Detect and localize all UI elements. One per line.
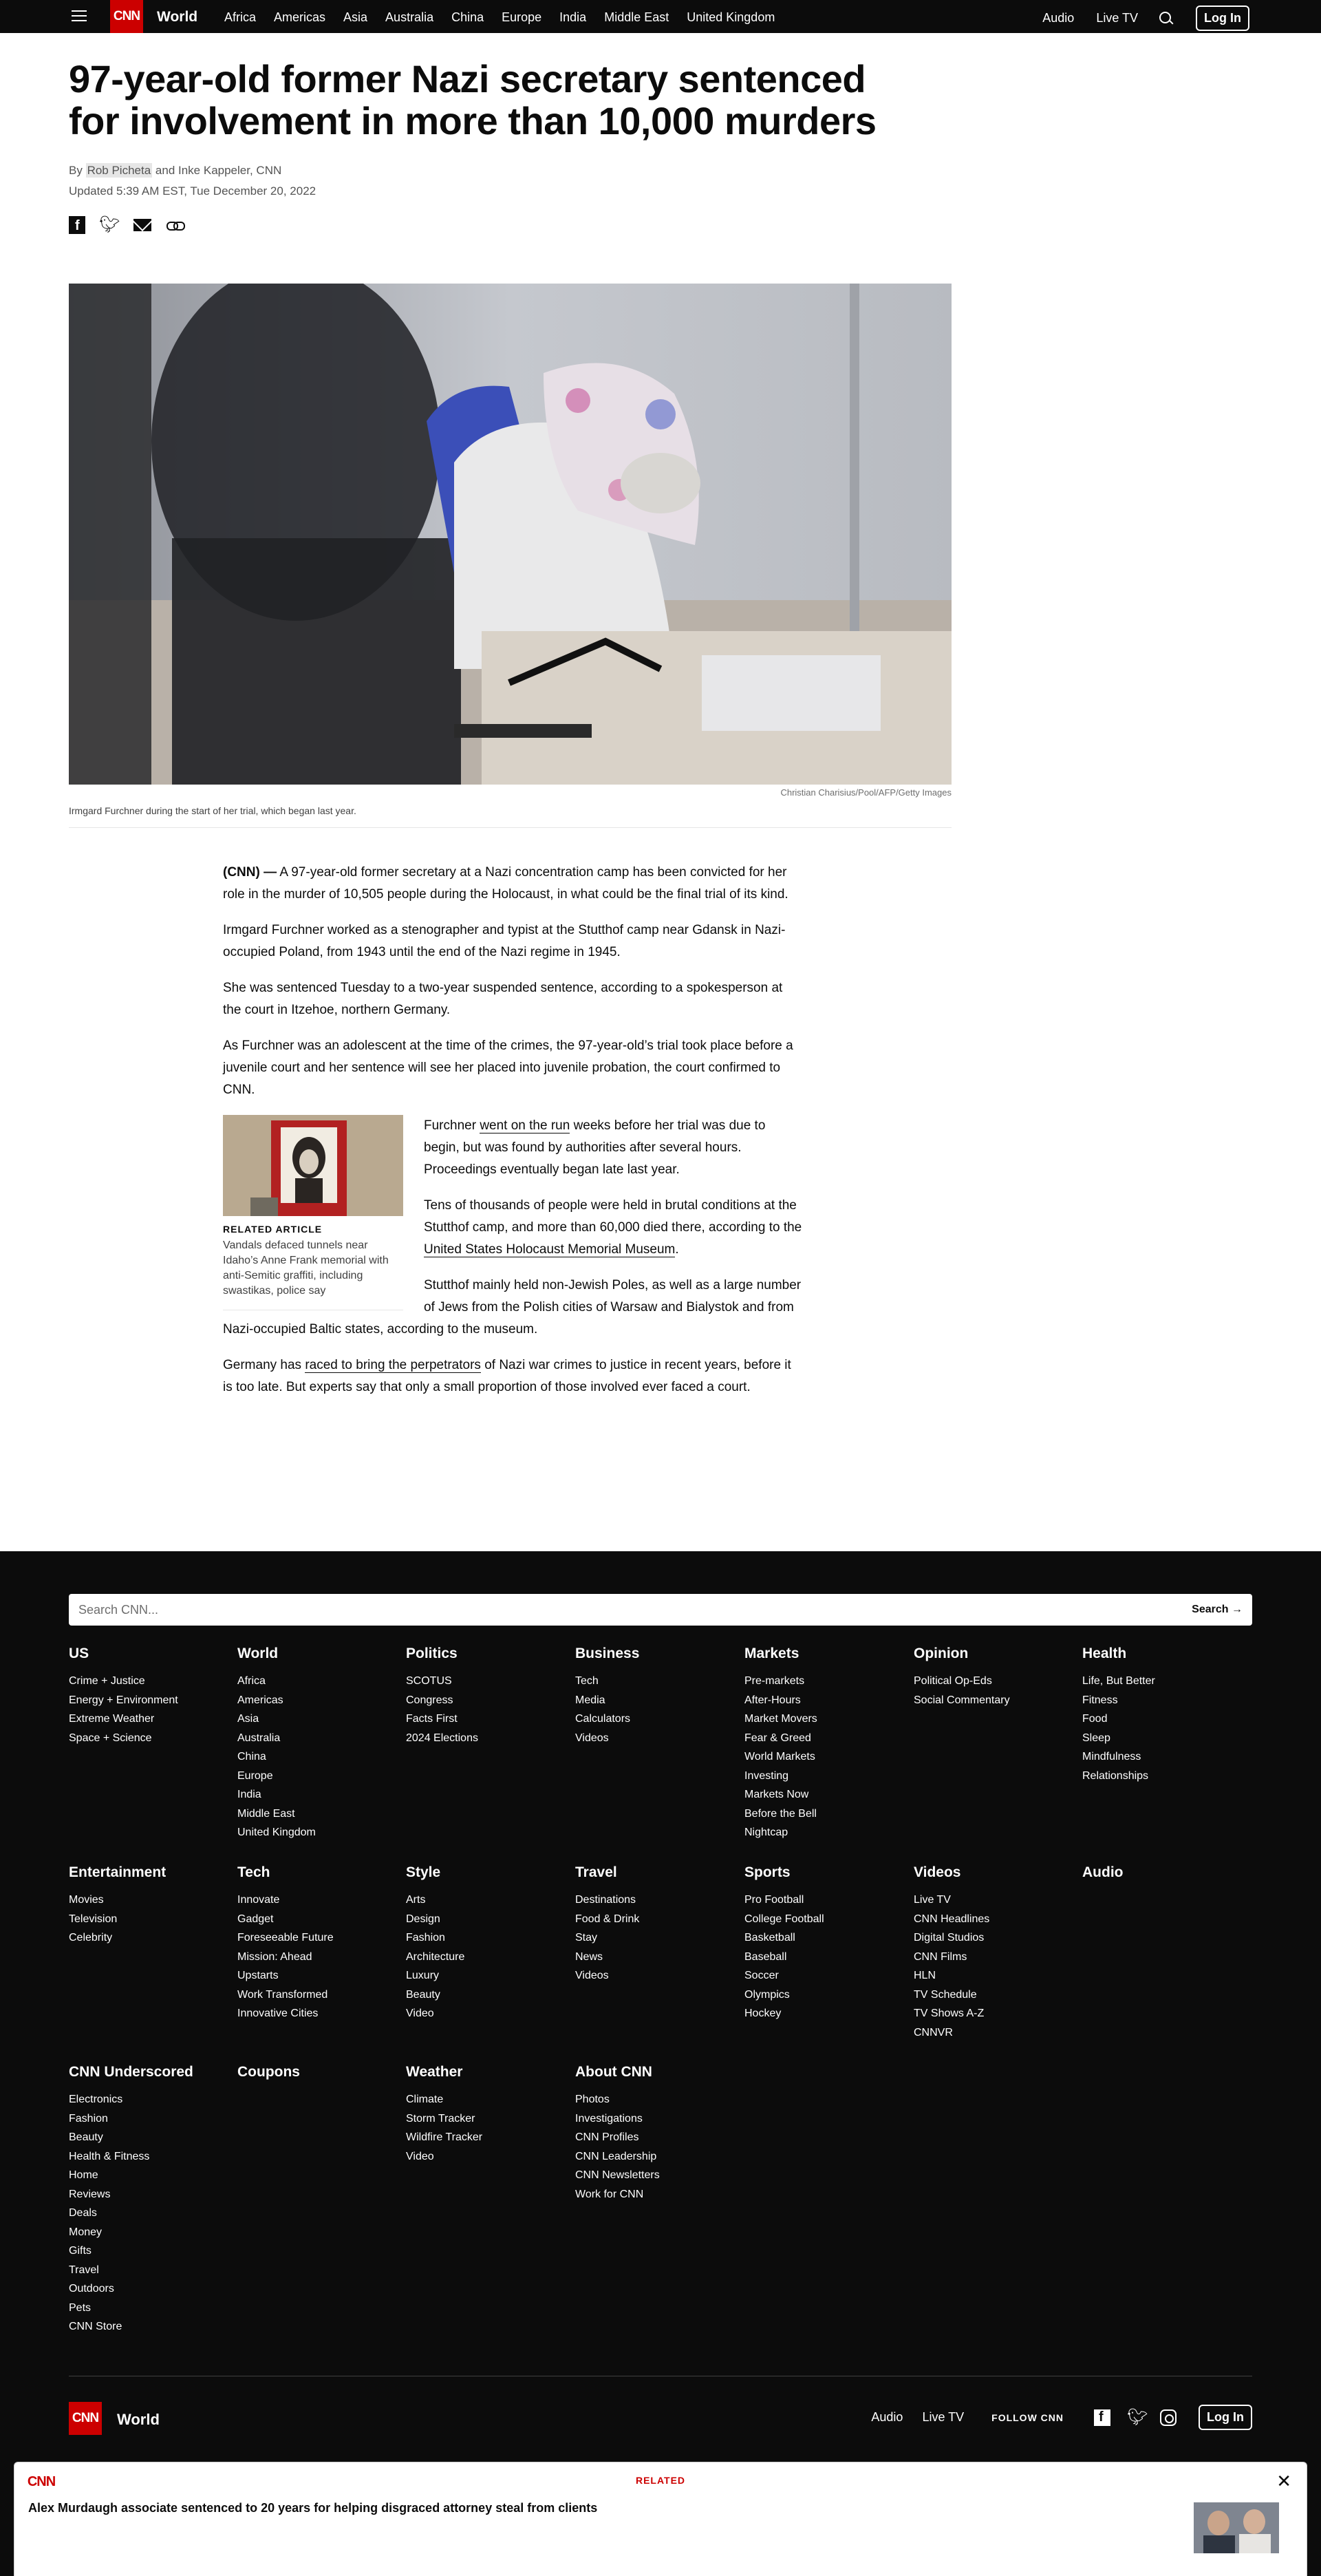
footer-column-title[interactable]: Business xyxy=(575,1646,640,1661)
footer-link[interactable]: Markets Now xyxy=(744,1789,809,1800)
facebook-icon[interactable] xyxy=(1094,2409,1110,2426)
instagram-icon[interactable] xyxy=(1160,2409,1177,2426)
top-nav xyxy=(0,0,1321,33)
section-title[interactable]: World xyxy=(157,9,198,25)
footer-link[interactable]: Sleep xyxy=(1082,1732,1110,1744)
footer-link[interactable]: Basketball xyxy=(744,1932,795,1944)
footer-link[interactable]: TV Shows A-Z xyxy=(914,2008,985,2019)
footer-link[interactable]: Calculators xyxy=(575,1713,631,1725)
dateline: (CNN) — xyxy=(223,865,277,880)
image-caption: Irmgard Furchner during the start of her trial, which began last year. xyxy=(69,805,356,816)
footer-link[interactable]: Innovate xyxy=(237,1894,280,1906)
article-body xyxy=(223,862,804,1412)
footer-link[interactable]: Nightcap xyxy=(744,1827,788,1838)
footer-link[interactable]: Crime + Justice xyxy=(69,1675,145,1687)
footer-column-title[interactable]: Coupons xyxy=(237,2064,300,2080)
footer-column-title[interactable]: CNN Underscored xyxy=(69,2064,193,2080)
nav-link-china[interactable]: China xyxy=(451,10,484,24)
footer-column-title[interactable]: About CNN xyxy=(575,2064,652,2080)
footer-column-title[interactable]: Travel xyxy=(575,1864,617,1880)
footer-column-title[interactable]: Style xyxy=(406,1864,441,1880)
related-bar-logo: CNN xyxy=(27,2473,56,2489)
nav-right xyxy=(1020,6,1249,31)
footer-link[interactable]: Videos xyxy=(575,1970,609,1981)
cnn-logo[interactable]: CNN xyxy=(110,0,143,33)
headline: 97-year-old former Nazi secretary sentenced for involvement in more than 10,000 murders xyxy=(69,57,877,142)
related-bar-label: RELATED xyxy=(635,2475,686,2486)
footer-link[interactable]: CNN Newsletters xyxy=(575,2169,660,2181)
footer-link[interactable]: Photos xyxy=(575,2094,610,2105)
footer-link[interactable]: Stay xyxy=(575,1932,598,1944)
close-icon[interactable]: ✕ xyxy=(1276,2471,1291,2491)
footer-link[interactable]: Electronics xyxy=(69,2094,123,2105)
image-credit: Christian Charisius/Pool/AFP/Getty Images xyxy=(780,787,952,798)
footer-link[interactable]: Work for CNN xyxy=(575,2188,644,2200)
footer-link[interactable]: Energy + Environment xyxy=(69,1694,178,1706)
footer-link[interactable]: Food & Drink xyxy=(575,1913,640,1925)
footer-link[interactable]: Pro Football xyxy=(744,1894,804,1906)
footer-link[interactable]: Health & Fitness xyxy=(69,2150,150,2162)
paragraph-1-text: A 97-year-old former secretary at a Nazi concentration camp has been convicted for her role in the murder of 10,505 people during the Holocaust, in what could be the final trial of its kind. xyxy=(223,865,788,902)
related-thumbnail[interactable] xyxy=(223,1115,403,1216)
footer-column xyxy=(237,1646,396,1842)
footer-cnn-logo[interactable]: CNN xyxy=(69,2402,102,2435)
footer-column xyxy=(406,1864,564,2023)
footer-link[interactable]: Hockey xyxy=(744,2008,782,2019)
footer-column xyxy=(237,1864,396,2023)
search-button[interactable] xyxy=(1192,1604,1243,1616)
footer-column xyxy=(237,2064,396,2090)
footer-column-title[interactable]: Politics xyxy=(406,1646,458,1661)
search-icon[interactable] xyxy=(1159,11,1174,26)
byline-rest: and Inke Kappeler, CNN xyxy=(152,164,282,177)
live-tv-link[interactable]: Live TV xyxy=(1096,11,1139,25)
footer-link[interactable]: CNN Profiles xyxy=(575,2131,639,2143)
related-bar[interactable] xyxy=(14,2462,1307,2576)
footer-column xyxy=(69,1864,227,1948)
email-icon[interactable] xyxy=(133,219,151,231)
nav-link-africa[interactable]: Africa xyxy=(224,10,257,24)
hero-image xyxy=(69,284,952,785)
follow-label: FOLLOW CNN xyxy=(991,2412,1064,2423)
footer-column xyxy=(744,1646,903,1842)
footer-bottom-right xyxy=(852,2405,1252,2430)
footer-column-title[interactable]: Markets xyxy=(744,1646,799,1661)
footer-column-title[interactable]: Audio xyxy=(1082,1864,1124,1880)
footer-link[interactable]: Fitness xyxy=(1082,1694,1118,1706)
footer-link[interactable]: Investigations xyxy=(575,2112,643,2125)
footer-link[interactable]: Mission: Ahead xyxy=(237,1950,312,1963)
footer-link[interactable]: Mindfulness xyxy=(1082,1751,1141,1763)
footer-column-title[interactable]: Tech xyxy=(237,1864,270,1880)
paragraph-3: She was sentenced Tuesday to a two-year suspended sentence, according to a spokesperson at the court in Itzehoe, northern Germany. xyxy=(223,981,783,1017)
related-bar-title[interactable]: Alex Murdaugh associate sentenced to 20 years for helping disgraced attorney steal from clients xyxy=(28,2501,598,2515)
footer-column xyxy=(575,1646,733,1747)
footer-link[interactable]: Arts xyxy=(406,1894,426,1906)
author-link[interactable]: Rob Picheta xyxy=(87,164,151,177)
footer-link[interactable]: Live TV xyxy=(914,1894,951,1906)
footer-column xyxy=(1082,1864,1241,1891)
footer-column-title[interactable]: Health xyxy=(1082,1646,1127,1661)
footer-link[interactable]: Foreseeable Future xyxy=(237,1932,334,1944)
footer-section-title[interactable]: World xyxy=(117,2411,160,2428)
footer-column-title[interactable]: Weather xyxy=(406,2064,463,2080)
footer-column xyxy=(406,1646,564,1747)
footer-column-title[interactable]: Entertainment xyxy=(69,1864,167,1880)
related-article[interactable] xyxy=(223,1115,403,1310)
footer-link[interactable]: Relationships xyxy=(1082,1769,1149,1782)
caption-divider xyxy=(69,827,952,828)
footer-link[interactable]: Americas xyxy=(237,1694,283,1706)
footer-link[interactable]: Olympics xyxy=(744,1988,790,2001)
footer-link[interactable]: Middle East xyxy=(237,1807,295,1820)
footer-link[interactable]: Fear & Greed xyxy=(744,1732,811,1744)
footer-link[interactable]: News xyxy=(575,1950,603,1963)
footer-link[interactable]: Digital Studios xyxy=(914,1932,985,1944)
footer-column xyxy=(914,1646,1072,1710)
twitter-icon[interactable]: 🐦︎ xyxy=(99,215,120,234)
footer-column-title[interactable]: Sports xyxy=(744,1864,791,1880)
footer-link[interactable]: Design xyxy=(406,1913,440,1925)
footer-link[interactable]: Beauty xyxy=(406,1988,440,2001)
footer-link[interactable]: CNN Headlines xyxy=(914,1913,990,1925)
footer-column xyxy=(406,2064,564,2166)
footer-link[interactable]: World Markets xyxy=(744,1751,815,1763)
footer-column xyxy=(69,2064,227,2337)
footer-link[interactable]: CNN Store xyxy=(69,2321,122,2332)
footer-link[interactable]: Video xyxy=(406,2008,434,2019)
footer-link[interactable]: Wildfire Tracker xyxy=(406,2131,483,2143)
went-on-the-run-link[interactable]: went on the run xyxy=(480,1118,570,1133)
paragraph-6-a: Tens of thousands of people were held in brutal conditions at the Stutthof camp, and more than 60,000 died there, according to the xyxy=(424,1198,802,1235)
footer-link[interactable]: Investing xyxy=(744,1769,789,1782)
footer-link[interactable]: Facts First xyxy=(406,1713,458,1725)
footer-link[interactable]: Deals xyxy=(69,2207,97,2219)
footer-link[interactable]: Tech xyxy=(575,1675,599,1687)
footer-link[interactable]: Fashion xyxy=(406,1932,445,1944)
footer-link[interactable]: Gifts xyxy=(69,2245,92,2257)
footer-column xyxy=(1082,1646,1241,1785)
footer-link[interactable]: Money xyxy=(69,2226,103,2238)
footer-link[interactable]: Television xyxy=(69,1913,118,1925)
footer-link[interactable]: Life, But Better xyxy=(1082,1675,1155,1687)
footer-column-title[interactable]: Opinion xyxy=(914,1646,969,1661)
paragraph-4: As Furchner was an adolescent at the time of the crimes, the 97-year-old’s trial took place before a juvenile court and her sentence will see her placed into juvenile probation, the court confirmed to CNN. xyxy=(223,1039,793,1097)
footer-link[interactable]: Soccer xyxy=(744,1970,779,1981)
footer-link[interactable]: Video xyxy=(406,2150,434,2162)
paragraph-8-a: Germany has xyxy=(223,1358,305,1372)
footer-link[interactable]: HLN xyxy=(914,1970,936,1981)
footer-link[interactable]: Outdoors xyxy=(69,2283,114,2295)
footer-link[interactable]: CNN Leadership xyxy=(575,2150,657,2162)
menu-icon[interactable] xyxy=(72,8,87,23)
footer-link[interactable]: Europe xyxy=(237,1769,273,1782)
paragraph-6-b: . xyxy=(675,1242,679,1257)
nav-link-middle-east[interactable]: Middle East xyxy=(604,10,669,24)
footer xyxy=(0,1551,1321,2576)
nav-link-australia[interactable]: Australia xyxy=(385,10,434,24)
paragraph-7: Stutthof mainly held non-Jewish Poles, as well as a large number of Jews from the Polish cities of Warsaw and Bialystok and from Nazi-occupied Baltic states, according to the museum. xyxy=(223,1278,802,1337)
paragraph-2: Irmgard Furchner worked as a stenographer and typist at the Stutthof camp near Gdansk in Nazi-occupied Poland, from 1943 until the end of the Nazi regime in 1945. xyxy=(223,923,786,959)
footer-search[interactable] xyxy=(69,1594,1252,1626)
arrow-right-icon: → xyxy=(1232,1604,1243,1615)
login-button[interactable]: Log In xyxy=(1196,6,1249,31)
footer-link[interactable]: Asia xyxy=(237,1713,259,1725)
footer-link[interactable]: CNN Films xyxy=(914,1950,967,1963)
twitter-icon[interactable]: 🐦︎ xyxy=(1127,2407,1148,2427)
footer-column xyxy=(575,1864,733,1986)
footer-link[interactable]: Reviews xyxy=(69,2188,111,2200)
footer-link[interactable]: Food xyxy=(1082,1713,1108,1725)
related-photo xyxy=(223,1115,403,1216)
footer-audio-link[interactable]: Audio xyxy=(871,2410,903,2424)
paragraph-5-b: weeks before her trial was due to begin, but was found by authorities after several hours. Proceedings eventually began late last year. xyxy=(424,1118,766,1177)
byline-prefix: By xyxy=(69,164,86,177)
facebook-icon[interactable] xyxy=(69,216,85,234)
related-bar-thumbnail[interactable] xyxy=(1194,2502,1279,2553)
footer-link[interactable]: Social Commentary xyxy=(914,1694,1010,1706)
footer-link[interactable]: Celebrity xyxy=(69,1932,113,1944)
hero-photo xyxy=(69,284,952,785)
footer-link[interactable]: India xyxy=(237,1789,261,1800)
footer-link[interactable]: TV Schedule xyxy=(914,1988,977,2001)
footer-link[interactable]: Australia xyxy=(237,1732,281,1744)
footer-link[interactable]: Luxury xyxy=(406,1970,440,1981)
perpetrators-link[interactable]: raced to bring the perpetrators xyxy=(305,1358,481,1372)
nav-link-asia[interactable]: Asia xyxy=(343,10,368,24)
footer-link[interactable]: Baseball xyxy=(744,1950,787,1963)
paragraph-8-b: of Nazi war crimes to justice in recent years, before it is too late. But experts say that only a small proportion of those involved ever faced a court. xyxy=(223,1358,791,1394)
footer-link[interactable]: Gadget xyxy=(237,1913,274,1925)
footer-link[interactable]: Space + Science xyxy=(69,1732,152,1744)
share-bar xyxy=(69,216,184,234)
footer-link[interactable]: CNNVR xyxy=(914,2026,953,2039)
byline xyxy=(69,164,281,178)
link-icon[interactable] xyxy=(165,219,184,231)
footer-link[interactable]: Architecture xyxy=(406,1950,465,1963)
footer-login-button[interactable]: Log In xyxy=(1199,2405,1252,2430)
footer-link[interactable]: Movies xyxy=(69,1894,104,1906)
footer-link[interactable]: Extreme Weather xyxy=(69,1713,155,1725)
footer-column xyxy=(744,1864,903,2023)
nav-link-europe[interactable]: Europe xyxy=(502,10,542,24)
footer-column-title[interactable]: Videos xyxy=(914,1864,961,1880)
footer-link[interactable]: Videos xyxy=(575,1732,609,1744)
footer-link[interactable]: Climate xyxy=(406,2094,444,2105)
footer-link[interactable]: Travel xyxy=(69,2264,99,2276)
footer-link[interactable]: Pre-markets xyxy=(744,1675,805,1687)
footer-link[interactable]: Innovative Cities xyxy=(237,2008,319,2019)
footer-link[interactable]: Work Transformed xyxy=(237,1988,328,2001)
footer-link[interactable]: Political Op-Eds xyxy=(914,1675,992,1687)
search-button-label: Search xyxy=(1192,1604,1229,1615)
edition-links xyxy=(224,10,793,25)
footer-link[interactable]: China xyxy=(237,1751,266,1763)
footer-link[interactable]: United Kingdom xyxy=(237,1827,316,1838)
footer-link[interactable]: Media xyxy=(575,1694,605,1706)
footer-column xyxy=(914,1864,1072,2042)
footer-link[interactable]: Congress xyxy=(406,1694,453,1706)
footer-column-title[interactable]: World xyxy=(237,1646,279,1661)
footer-live-tv-link[interactable]: Live TV xyxy=(922,2410,965,2424)
nav-link-india[interactable]: India xyxy=(559,10,587,24)
footer-link[interactable]: 2024 Elections xyxy=(406,1732,478,1744)
footer-column-title[interactable]: US xyxy=(69,1646,89,1661)
related-label: RELATED ARTICLE xyxy=(223,1224,323,1235)
footer-link[interactable]: College Football xyxy=(744,1913,824,1925)
footer-link[interactable]: Upstarts xyxy=(237,1970,279,1981)
footer-column xyxy=(575,2064,733,2204)
holocaust-museum-link[interactable]: United States Holocaust Memorial Museum xyxy=(424,1242,676,1257)
footer-link[interactable]: SCOTUS xyxy=(406,1675,452,1687)
paragraph-5-a: Furchner xyxy=(424,1118,480,1133)
related-bar-photo xyxy=(1194,2502,1279,2553)
footer-link[interactable]: Destinations xyxy=(575,1894,636,1906)
footer-link[interactable]: Pets xyxy=(69,2301,92,2314)
paragraph-8 xyxy=(223,1354,804,1398)
footer-link[interactable]: Market Movers xyxy=(744,1713,817,1725)
nav-link-americas[interactable]: Americas xyxy=(274,10,326,24)
footer-link[interactable]: Africa xyxy=(237,1675,266,1687)
footer-link[interactable]: Beauty xyxy=(69,2131,103,2143)
paragraph-1 xyxy=(223,862,804,906)
timestamp: Updated 5:39 AM EST, Tue December 20, 2022 xyxy=(69,184,316,198)
footer-link[interactable]: Home xyxy=(69,2169,98,2181)
footer-link[interactable]: After-Hours xyxy=(744,1694,801,1706)
audio-link[interactable]: Audio xyxy=(1042,11,1075,25)
footer-link[interactable]: Storm Tracker xyxy=(406,2112,475,2125)
nav-link-united-kingdom[interactable]: United Kingdom xyxy=(687,10,775,24)
related-headline[interactable]: Vandals defaced tunnels near Idaho’s Anne Frank memorial with anti-Semitic graffiti, including swastikas, police say xyxy=(223,1239,389,1297)
footer-link[interactable]: Fashion xyxy=(69,2112,108,2125)
footer-link[interactable]: Before the Bell xyxy=(744,1807,817,1820)
search-input[interactable]: Search CNN... xyxy=(78,1602,159,1617)
footer-column xyxy=(69,1646,227,1747)
